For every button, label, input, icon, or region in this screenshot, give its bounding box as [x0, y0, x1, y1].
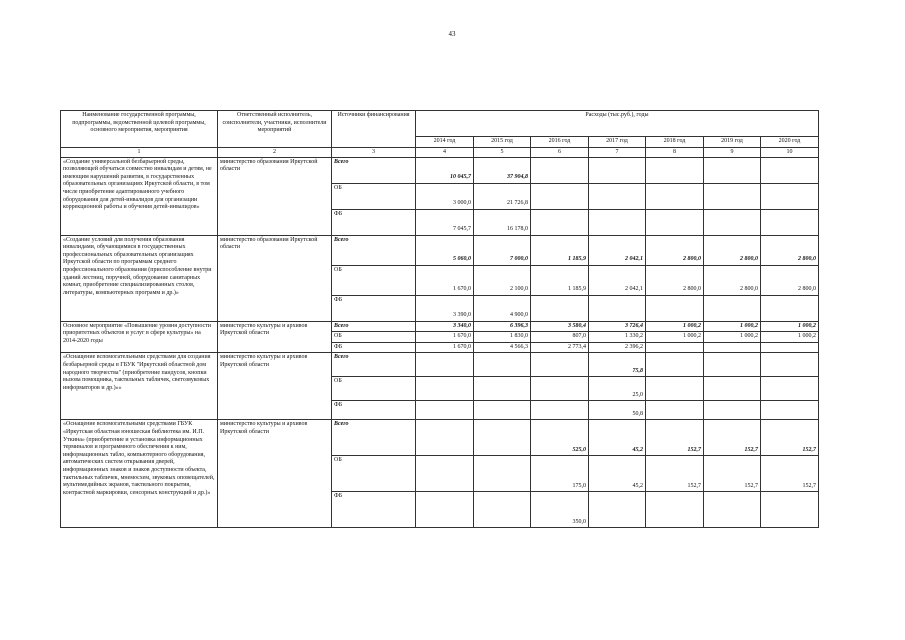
header-name: Наименование государственной программы, подпрограммы, ведомственной целевой программы, основного мероприятия, мероприятия [61, 111, 218, 148]
expense-value [761, 342, 819, 353]
expense-value: 1 670,0 [416, 332, 474, 343]
expense-value [704, 183, 761, 209]
measure-executor: министерство культуры и архивов Иркутской области [218, 353, 332, 420]
expense-value: 5 060,0 [416, 235, 474, 265]
funding-source: ФБ [332, 295, 416, 321]
expense-value [646, 377, 704, 401]
expense-value: 2 800,0 [704, 235, 761, 265]
expense-value [761, 183, 819, 209]
expense-value [531, 295, 589, 321]
funding-source: ОБ [332, 265, 416, 295]
funding-source: ОБ [332, 332, 416, 343]
header-year: 2016 год [531, 137, 589, 148]
header-year: 2017 год [589, 137, 646, 148]
measure-name: «Создание универсальной безбарьерной среды, позволяющей обучаться совместно инвалидам и детям, не имеющим нарушений развития, в государственных образовательных организациях Иркутской области, в том числе приобретение адаптированного учебного оборудования для детей-инвалидов для организации коррекционной работы и обучения детей-инвалидов» [61, 157, 218, 235]
expense-value: 2 800,0 [761, 265, 819, 295]
expense-value [416, 456, 474, 492]
expense-value [531, 183, 589, 209]
expense-value: 3 000,0 [416, 183, 474, 209]
expense-value [704, 401, 761, 420]
expense-value [474, 420, 531, 456]
expense-value: 3 340,0 [416, 321, 474, 332]
expense-value [704, 353, 761, 377]
expense-value: 7 045,7 [416, 209, 474, 235]
funding-source: ФБ [332, 492, 416, 528]
expense-value [761, 492, 819, 528]
expense-value [416, 401, 474, 420]
column-index: 10 [761, 147, 819, 157]
measure-name: «Оснащение вспомогательными средствами ГБУК «Иркутская областная юношеская библиотека им. И.П. Уткина» (приобретение и установка информационных терминалов и программного обеспечения к ним, информационных табло, компьютерного оборудования, автоматических систем открывания дверей, информационных знаков и знаков доступности объекта, тактильных табличек, мнемосхем, звуковых оповещателей, мультимедийных экранов, тактильного покрытия, контрастной маркировки, сенсорных конструкций и др.)» [61, 420, 218, 528]
expense-value: 2 100,0 [474, 265, 531, 295]
header-year: 2020 год [761, 137, 819, 148]
expense-value [474, 401, 531, 420]
expense-value [416, 353, 474, 377]
header-year: 2015 год [474, 137, 531, 148]
expense-value: 4 566,3 [474, 342, 531, 353]
expense-value: 807,0 [531, 332, 589, 343]
expense-value: 152,7 [761, 420, 819, 456]
measure-name: Основное мероприятие «Повышение уровня доступности приоритетных объектов и услуг в сфере культуры» на 2014-2020 годы [61, 321, 218, 353]
expense-value [704, 377, 761, 401]
expense-value: 75,8 [589, 353, 646, 377]
expense-value [646, 353, 704, 377]
expense-value: 1 000,2 [704, 321, 761, 332]
header-year: 2014 год [416, 137, 474, 148]
table-row [61, 235, 819, 265]
funding-source: ФБ [332, 342, 416, 353]
expense-value: 45,2 [589, 420, 646, 456]
expense-value [704, 157, 761, 183]
expense-value: 10 045,7 [416, 157, 474, 183]
column-index: 2 [218, 147, 332, 157]
expense-value [474, 456, 531, 492]
page-number: 43 [448, 30, 456, 38]
expense-value: 1 670,0 [416, 342, 474, 353]
expense-value [474, 353, 531, 377]
column-index: 8 [646, 147, 704, 157]
expense-value: 2 042,1 [589, 235, 646, 265]
expense-value [589, 492, 646, 528]
expense-value [704, 295, 761, 321]
measure-executor: министерство культуры и архивов Иркутской области [218, 321, 332, 353]
expense-value [531, 401, 589, 420]
expense-value: 3 390,0 [416, 295, 474, 321]
column-index: 3 [332, 147, 416, 157]
expense-value [474, 377, 531, 401]
expense-value: 1 000,2 [761, 321, 819, 332]
header-year: 2019 год [704, 137, 761, 148]
expense-value [646, 209, 704, 235]
expense-value: 50,8 [589, 401, 646, 420]
expense-value: 1 330,2 [589, 332, 646, 343]
expense-value [761, 353, 819, 377]
table-row [61, 321, 819, 332]
expense-value [646, 157, 704, 183]
measure-executor: министерство образования Иркутской области [218, 157, 332, 235]
expense-value: 525,0 [531, 420, 589, 456]
funding-source: Всего [332, 420, 416, 456]
expense-value [646, 295, 704, 321]
measure-name: «Создание условий для получения образования инвалидами, обучающимися в государственных профессиональных образовательных организациях Иркутской области по программам среднего профессионального образования (приспособление внутри зданий лестниц, поручней, оборудование санитарных комнат, приобретение специализированных столов, литературы, компьютерных программ и др.)» [61, 235, 218, 321]
column-index: 9 [704, 147, 761, 157]
expense-value: 6 396,3 [474, 321, 531, 332]
expense-value [761, 377, 819, 401]
funding-source: ФБ [332, 209, 416, 235]
expense-value [589, 209, 646, 235]
expense-value: 2 800,0 [761, 235, 819, 265]
expense-value: 3 726,4 [589, 321, 646, 332]
expense-value [416, 377, 474, 401]
expense-value: 1 000,2 [646, 332, 704, 343]
expense-value: 1 000,2 [646, 321, 704, 332]
table-row [61, 353, 819, 377]
expense-value [761, 295, 819, 321]
expense-value: 2 042,1 [589, 265, 646, 295]
expense-value: 37 904,8 [474, 157, 531, 183]
column-index: 1 [61, 147, 218, 157]
expense-value: 4 900,0 [474, 295, 531, 321]
funding-source: Всего [332, 321, 416, 332]
expense-value [646, 401, 704, 420]
expense-value: 152,7 [704, 420, 761, 456]
measure-executor: министерство образования Иркутской области [218, 235, 332, 321]
expense-value: 45,2 [589, 456, 646, 492]
column-index: 5 [474, 147, 531, 157]
expense-value: 2 396,2 [589, 342, 646, 353]
expense-value [761, 401, 819, 420]
expense-value: 1 185,9 [531, 265, 589, 295]
expense-value [646, 183, 704, 209]
expense-value [589, 157, 646, 183]
expense-value: 1 185,9 [531, 235, 589, 265]
funding-source: Всего [332, 353, 416, 377]
expense-value: 21 726,8 [474, 183, 531, 209]
expense-value: 2 773,4 [531, 342, 589, 353]
expense-value [589, 295, 646, 321]
expense-value [474, 492, 531, 528]
header-expenses: Расходы (тыс.руб.), годы [416, 111, 819, 137]
expense-value: 7 000,0 [474, 235, 531, 265]
expense-value [761, 157, 819, 183]
funding-source: ФБ [332, 401, 416, 420]
expense-value [704, 209, 761, 235]
funding-source: ОБ [332, 377, 416, 401]
expense-value: 25,0 [589, 377, 646, 401]
expense-value: 350,0 [531, 492, 589, 528]
header-executor: Ответственный исполнитель, соисполнители, участники, исполнители мероприятий [218, 111, 332, 148]
expense-value: 1 000,2 [704, 332, 761, 343]
expense-value: 175,0 [531, 456, 589, 492]
expense-value [646, 492, 704, 528]
table-row [61, 420, 819, 456]
expense-value: 1 000,2 [761, 332, 819, 343]
expense-value: 2 800,0 [646, 265, 704, 295]
expense-value: 152,7 [646, 420, 704, 456]
expense-value: 3 580,4 [531, 321, 589, 332]
expense-value [704, 342, 761, 353]
expense-value: 152,7 [704, 456, 761, 492]
expense-value [646, 342, 704, 353]
expense-value: 2 800,0 [646, 235, 704, 265]
expense-value: 152,7 [646, 456, 704, 492]
expense-value [531, 209, 589, 235]
expense-value [589, 183, 646, 209]
expense-value [761, 209, 819, 235]
expense-value [531, 157, 589, 183]
measure-name: «Оснащение вспомогательными средствами для создания безбарьерной среды в ГБУК "Иркутский областной дом народного творчества" (приобретение пандусов, кнопки вызова помощника, тактильных табличек, светозвуковых информаторов и др.)»» [61, 353, 218, 420]
header-year: 2018 год [646, 137, 704, 148]
expense-value [704, 492, 761, 528]
column-index: 7 [589, 147, 646, 157]
table-row [61, 157, 819, 183]
funding-source: ОБ [332, 183, 416, 209]
column-index: 6 [531, 147, 589, 157]
column-index: 4 [416, 147, 474, 157]
expenses-table [60, 110, 819, 528]
funding-source: Всего [332, 157, 416, 183]
measure-executor: министерство культуры и архивов Иркутской области [218, 420, 332, 528]
expense-value: 1 830,0 [474, 332, 531, 343]
funding-source: Всего [332, 235, 416, 265]
expense-value: 1 670,0 [416, 265, 474, 295]
funding-source: ОБ [332, 456, 416, 492]
expense-value: 152,7 [761, 456, 819, 492]
expense-value [531, 377, 589, 401]
expense-value: 2 800,0 [704, 265, 761, 295]
expense-value [531, 353, 589, 377]
expense-value: 16 178,0 [474, 209, 531, 235]
header-source: Источники финансирования [332, 111, 416, 148]
expense-value [416, 492, 474, 528]
expense-value [416, 420, 474, 456]
